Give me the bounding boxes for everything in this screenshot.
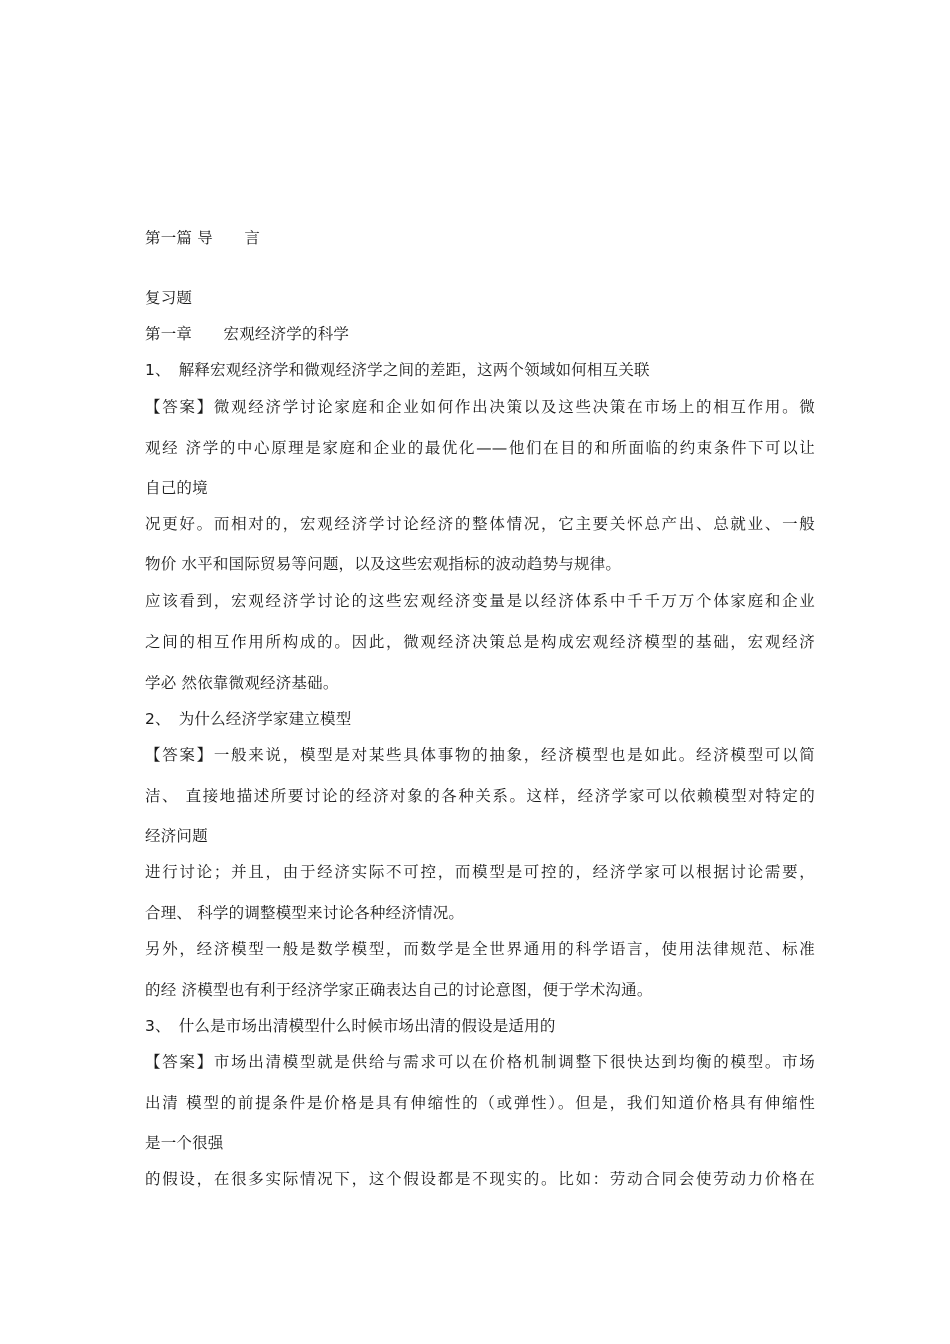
q3-answer-line: 出清 模型的前提条件是价格是具有伸缩性的（或弹性）。但是，我们知道价格具有伸缩性	[145, 1094, 815, 1112]
chapter-title: 第一章 宏观经济学的科学	[145, 325, 350, 343]
q1-answer-line: 自己的境	[145, 479, 208, 497]
q1-answer-line: 学必 然依靠微观经济基础。	[145, 674, 339, 692]
question-2: 2、 为什么经济学家建立模型	[145, 710, 352, 728]
q1-answer-line: 观经 济学的中心原理是家庭和企业的最优化——他们在目的和所面临的约束条件下可以让	[145, 439, 815, 457]
q1-answer-line: 况更好。而相对的，宏观经济学讨论经济的整体情况，它主要关怀总产出、总就业、一般	[145, 515, 815, 533]
q2-answer-line: 另外，经济模型一般是数学模型，而数学是全世界通用的科学语言，使用法律规范、标准	[145, 940, 815, 958]
q1-answer-line: 物价 水平和国际贸易等问题，以及这些宏观指标的波动趋势与规律。	[145, 555, 622, 573]
q3-answer-line: 是一个很强	[145, 1134, 224, 1152]
part-title: 第一篇 导 言	[145, 229, 261, 247]
question-3: 3、 什么是市场出清模型什么时候市场出清的假设是适用的	[145, 1017, 556, 1035]
q2-answer-line: 经济问题	[145, 827, 208, 845]
question-1: 1、 解释宏观经济学和微观经济学之间的差距，这两个领域如何相互关联	[145, 361, 650, 379]
section-title: 复习题	[145, 289, 193, 307]
q2-answer-line: 洁、 直接地描述所要讨论的经济对象的各种关系。这样，经济学家可以依赖模型对特定的	[145, 787, 815, 805]
q3-answer-line: 的假设，在很多实际情况下，这个假设都是不现实的。比如：劳动合同会使劳动力价格在	[145, 1170, 815, 1188]
q2-answer-line: 的经 济模型也有利于经济学家正确表达自己的讨论意图，便于学术沟通。	[145, 981, 653, 999]
q1-answer-line: 之间的相互作用所构成的。因此，微观经济决策总是构成宏观经济模型的基础，宏观经济	[145, 633, 815, 651]
q1-answer-line: 应该看到，宏观经济学讨论的这些宏观经济变量是以经济体系中千千万万个体家庭和企业	[145, 592, 815, 610]
q1-answer-line: 【答案】微观经济学讨论家庭和企业如何作出决策以及这些决策在市场上的相互作用。微	[145, 398, 815, 416]
q2-answer-line: 合理、 科学的调整模型来讨论各种经济情况。	[145, 904, 465, 922]
q2-answer-line: 进行讨论；并且，由于经济实际不可控，而模型是可控的，经济学家可以根据讨论需要，	[145, 863, 815, 881]
q2-answer-line: 【答案】一般来说，模型是对某些具体事物的抽象，经济模型也是如此。经济模型可以简	[145, 746, 815, 764]
q3-answer-line: 【答案】市场出清模型就是供给与需求可以在价格机制调整下很快达到均衡的模型。市场	[145, 1053, 815, 1071]
